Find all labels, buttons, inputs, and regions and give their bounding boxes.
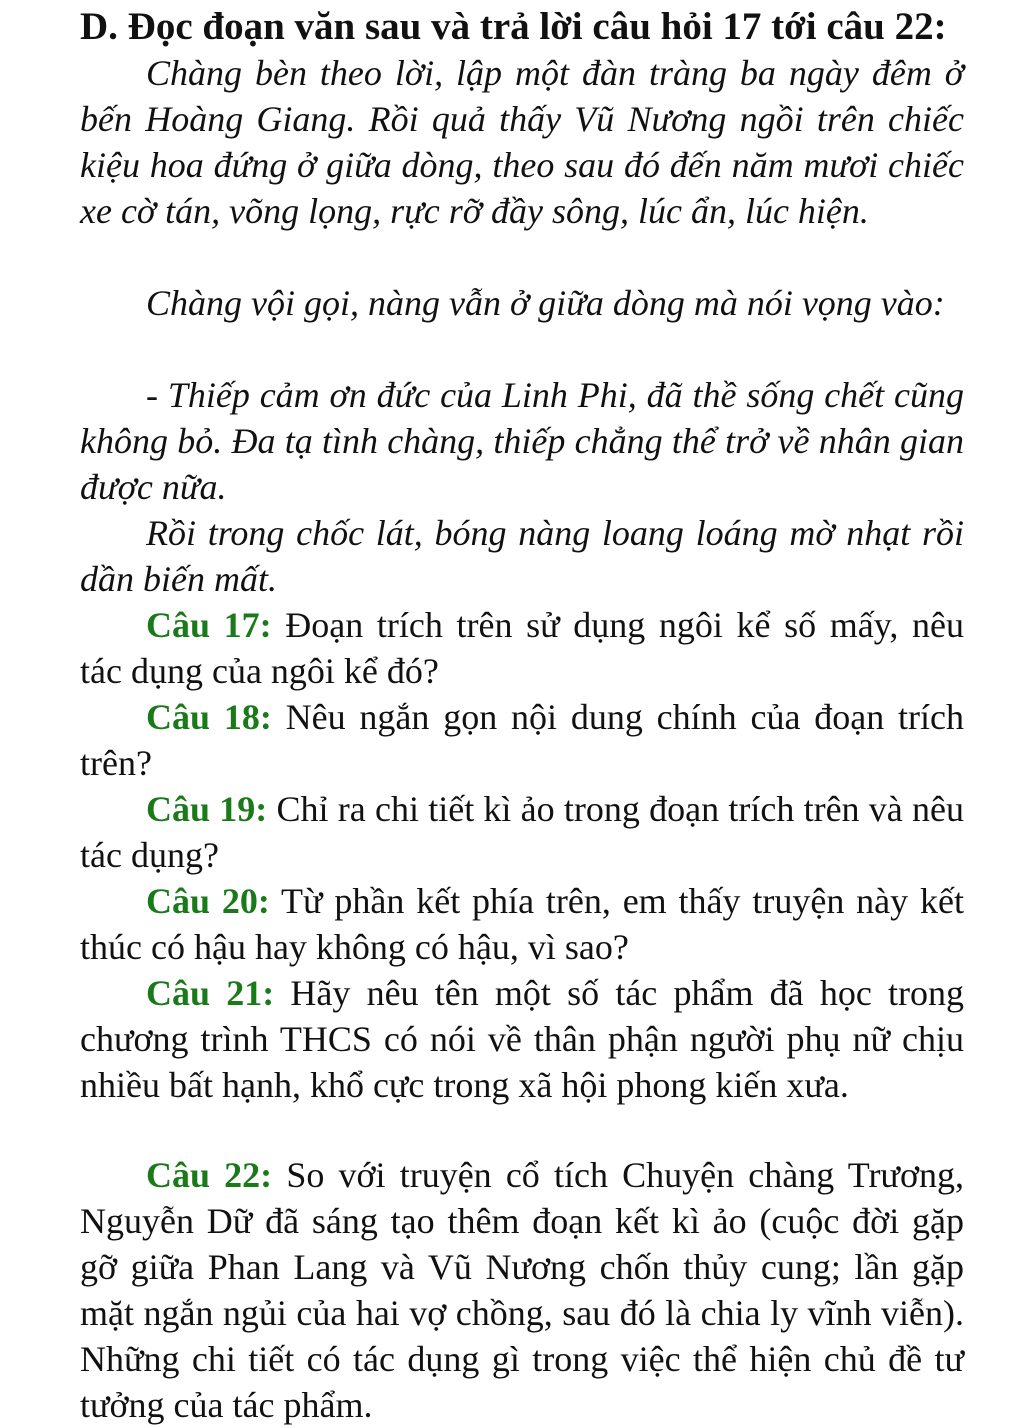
question-label: Câu 17: <box>146 605 272 645</box>
question-text: Đoạn trích trên sử dụng ngôi kể số mấy, nêu tác dụng của ngôi kể đó? <box>80 605 964 691</box>
question-text: So với truyện cổ tích Chuyện chàng Trương, Nguyễn Dữ đã sáng tạo thêm đoạn kết kì ảo (cuộc đời gặp gỡ giữa Phan Lang và Vũ Nương chốn thủy cung; lần gặp mặt ngắn ngủi của hai vợ chồng, sau đó là chia ly vĩnh viễn). Những chi tiết có tác dụng gì trong việc thể hiện chủ đề tư tưởng của tác phẩm. <box>80 1155 964 1425</box>
question-20 <box>80 878 964 970</box>
question-text: Từ phần kết phía trên, em thấy truyện này kết thúc có hậu hay không có hậu, vì sao? <box>80 881 964 967</box>
question-text: Hãy nêu tên một số tác phẩm đã học trong chương trình THCS có nói về thân phận người phụ nữ chịu nhiều bất hạnh, khổ cực trong xã hội phong kiến xưa. <box>80 973 964 1105</box>
question-22 <box>80 1152 964 1428</box>
passage-paragraph-3: - Thiếp cảm ơn đức của Linh Phi, đã thề sống chết cũng không bỏ. Đa tạ tình chàng, thiếp chẳng thể trở về nhân gian được nữa. <box>80 375 964 507</box>
passage-paragraph-4: Rồi trong chốc lát, bóng nàng loang loáng mờ nhạt rồi dần biến mất. <box>80 513 964 599</box>
passage-paragraph-2: Chàng vội gọi, nàng vẫn ở giữa dòng mà nói vọng vào: <box>146 283 945 323</box>
question-label: Câu 21: <box>146 973 275 1013</box>
section-heading: D. Đọc đoạn văn sau và trả lời câu hỏi 17 tới câu 22: <box>80 5 947 48</box>
question-17 <box>80 602 964 694</box>
question-text: Nêu ngắn gọn nội dung chính của đoạn trích trên? <box>80 697 964 783</box>
question-19 <box>80 786 964 878</box>
question-label: Câu 20: <box>146 881 270 921</box>
question-18 <box>80 694 964 786</box>
passage-paragraph-1: Chàng bèn theo lời, lập một đàn tràng ba ngày đêm ở bến Hoàng Giang. Rồi quả thấy Vũ Nương ngồi trên chiếc kiệu hoa đứng ở giữa dòng, theo sau đó đến năm mươi chiếc xe cờ tán, võng lọng, rực rỡ đầy sông, lúc ẩn, lúc hiện. <box>80 53 964 231</box>
question-label: Câu 18: <box>146 697 272 737</box>
question-21 <box>80 970 964 1108</box>
question-label: Câu 19: <box>146 789 268 829</box>
question-label: Câu 22: <box>146 1155 273 1195</box>
question-text: Chỉ ra chi tiết kì ảo trong đoạn trích trên và nêu tác dụng? <box>80 789 964 875</box>
